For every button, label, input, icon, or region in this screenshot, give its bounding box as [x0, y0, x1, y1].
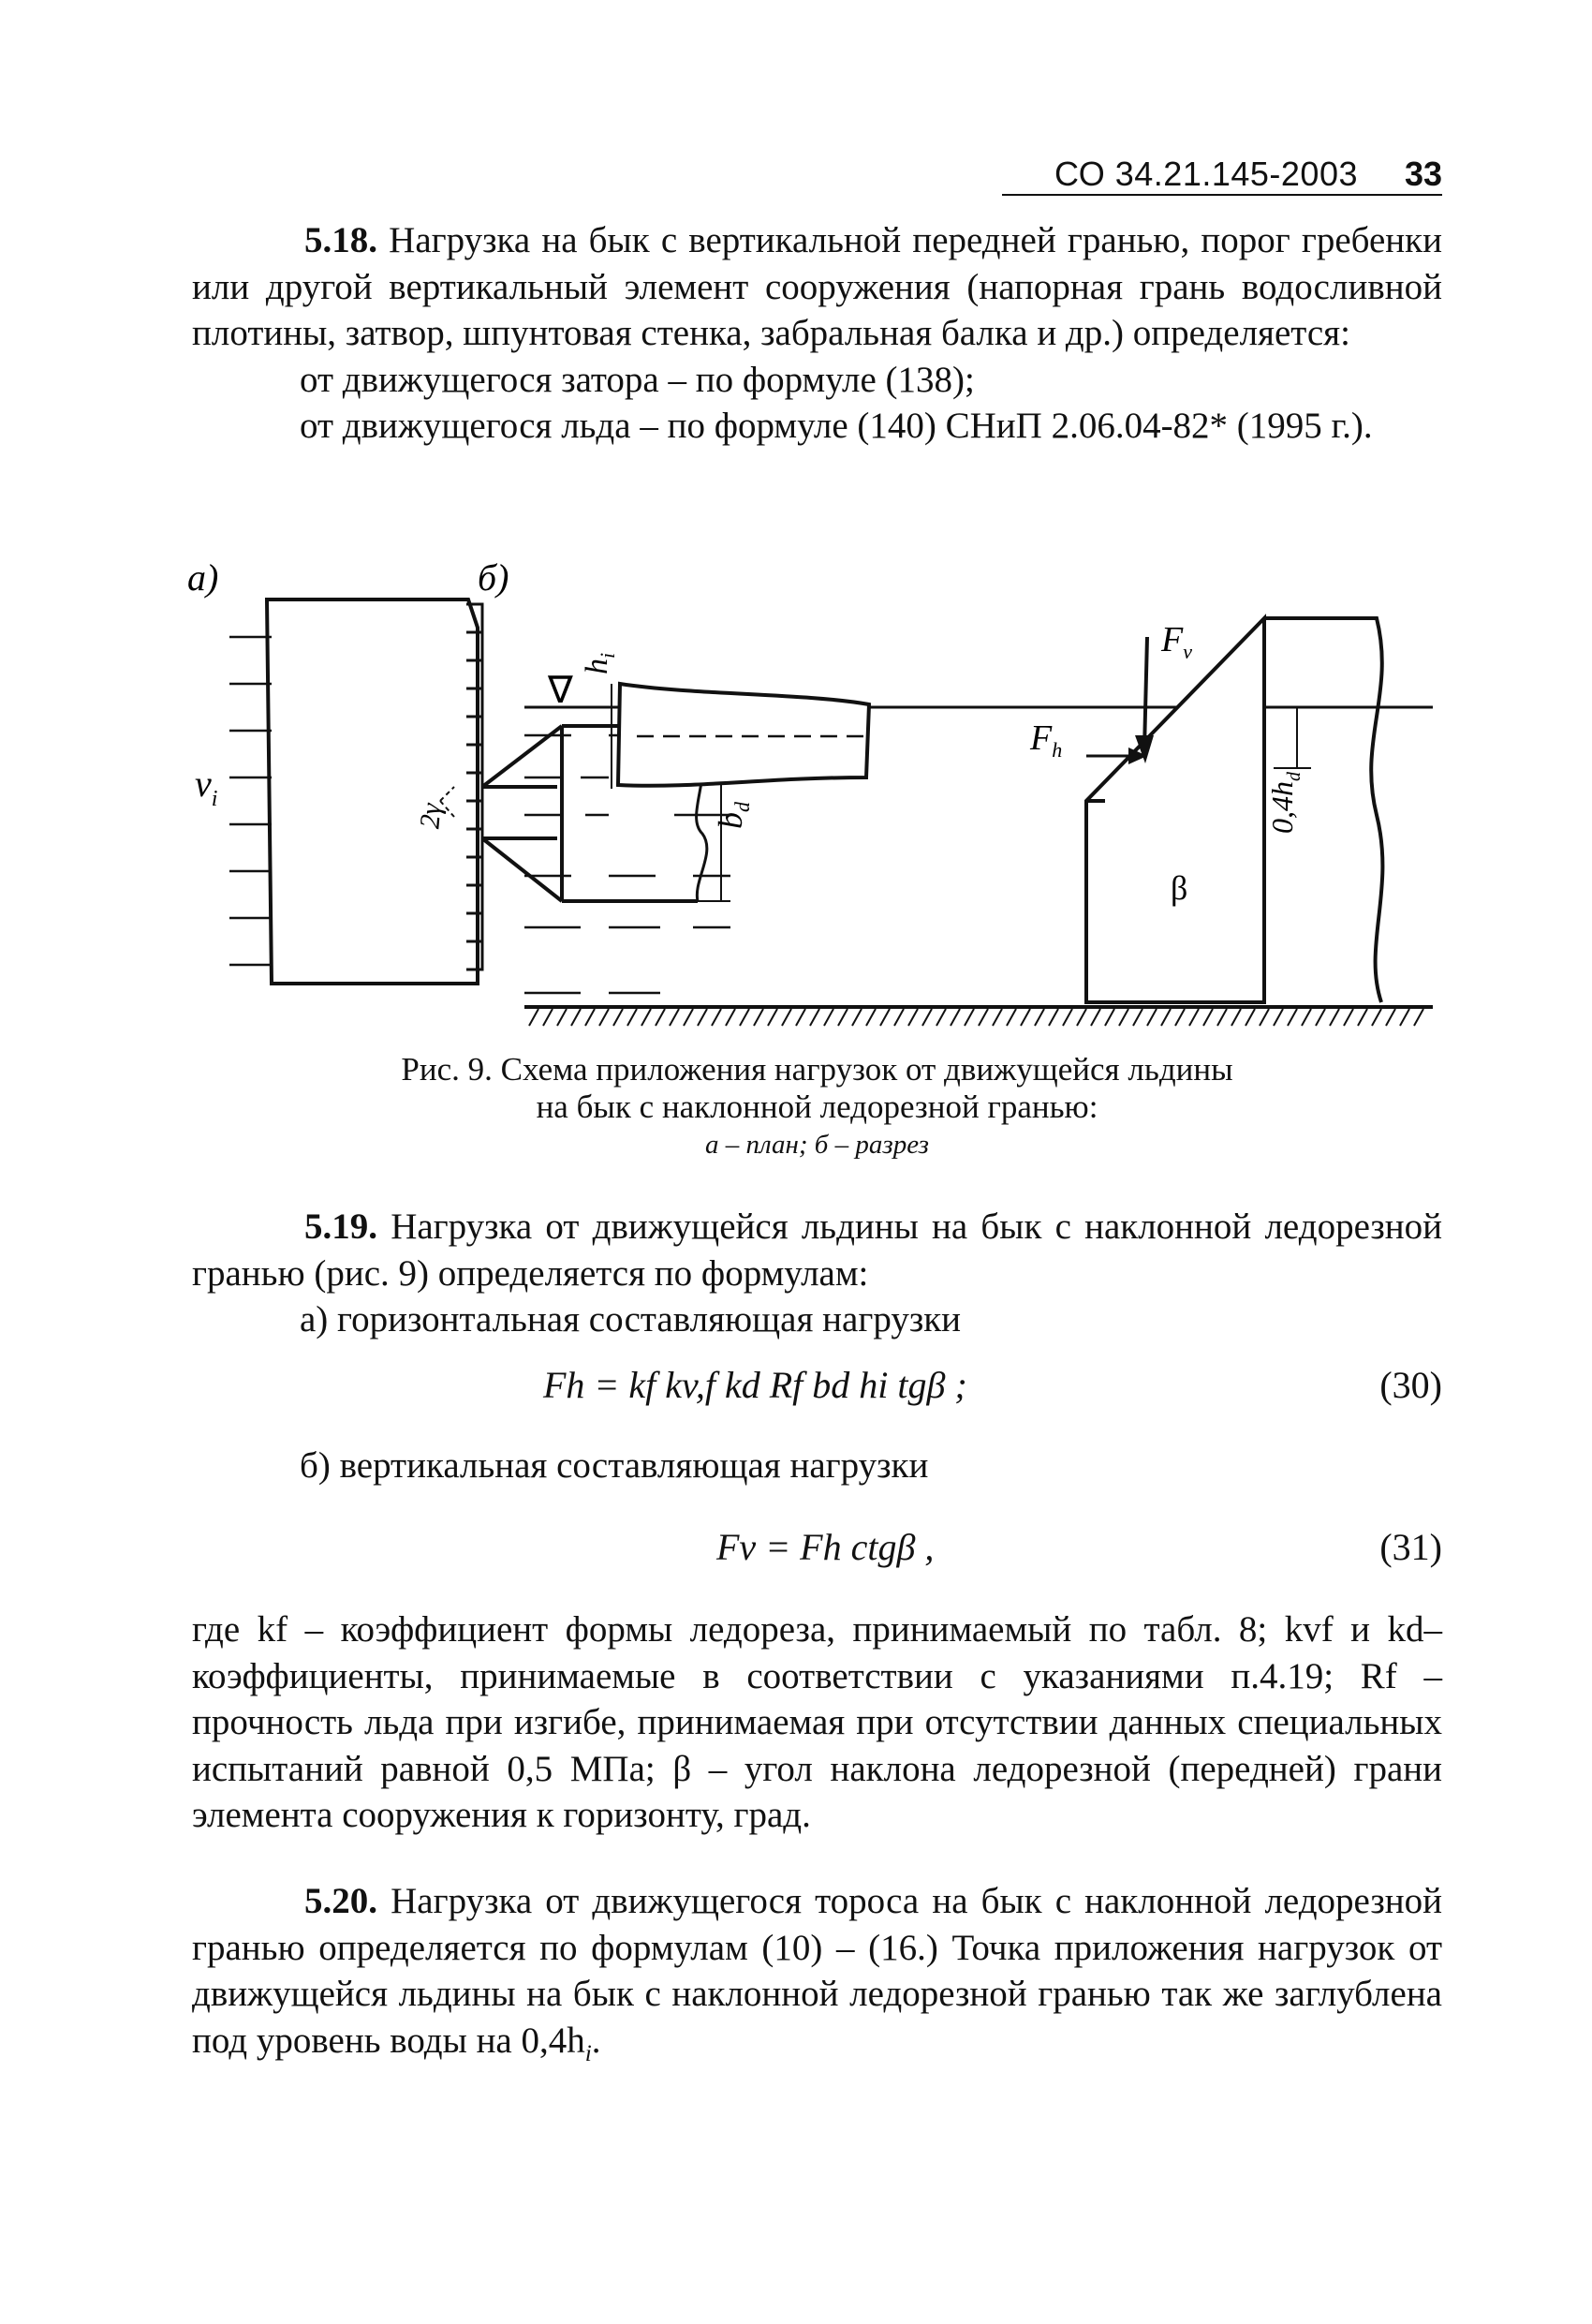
width-label: $b_d$: [712, 802, 754, 829]
flow-arrows: [229, 637, 272, 965]
label-section: б): [478, 556, 509, 599]
water-level-symbol: ∇: [548, 669, 573, 711]
section-5-19-where: [192, 1606, 1442, 1839]
formula-31: Fv = Fh ctgβ ,: [716, 1526, 935, 1568]
figure-caption: [192, 1051, 1442, 1163]
list-item: а) горизонтальная составляющая нагрузки: [300, 1299, 962, 1340]
formula-30: Fh = kf kv,f kd Rf bd hi tgβ ;: [543, 1364, 967, 1406]
caption-legend: а – план; б – разрез: [705, 1130, 929, 1160]
equation-number-31: (31): [1379, 1526, 1442, 1568]
section-5-19: [192, 1204, 1442, 1343]
label-plan: а): [187, 556, 219, 599]
vertical-force-arrow: [1144, 637, 1147, 749]
document-code: СО 34.21.145-2003: [1054, 155, 1358, 193]
section-5-20-paragraph: 5.20. Нагрузка от движущегося тороса на бык с наклонной ледорезной гранью определяется по формулам (10) – (16.) Точка приложения нагрузок от движущейся льдины на бык с наклонной ледорезной гранью так же заглублена под уровень воды на $0,4h_i$.: [192, 1881, 1442, 2066]
list-item: от движущегося затора – по формуле (138);: [300, 359, 975, 400]
equation-number-30: (30): [1379, 1364, 1442, 1406]
section-5-18-paragraph: [192, 217, 1442, 357]
list-item: б) вертикальная составляющая нагрузки: [300, 1445, 929, 1486]
section-view: [524, 618, 1433, 1026]
depth-label: $0,4h_d$: [1265, 772, 1305, 834]
ground-hatching: [529, 1009, 1423, 1026]
ice-thickness-label: $h_i$: [580, 652, 619, 674]
section-text: Нагрузка от движущегося тороса на бык с наклонной ледорезной гранью определяется по формулам (10) – (16.) Точка приложения нагрузок от движущейся льдины на бык с наклонной ледорезной гранью так же заглублена под уровень воды на 0,4h: [192, 1881, 1442, 2061]
list-item: от движущегося льда – по формуле (140) СНиП 2.06.04-82* (1995 г.).: [300, 406, 1373, 446]
figure-9: [169, 553, 1461, 1040]
section-5-19-paragraph: [192, 1204, 1442, 1296]
caption-line: Рис. 9. Схема приложения нагрузок от движущейся льдины: [401, 1051, 1233, 1088]
definitions-paragraph: где kf – коэффициент формы ледореза, принимаемый по табл. 8; kvf и kd– коэффициенты, принимаемые в соответствии с указаниями п.4.19; Rf – прочность льда при изгибе, принимаемая при отсутствии данных специальных испытаний равной 0,5 МПа; β – угол наклона ледорезной (передней) грани элемента сооружения к горизонту, град.: [192, 1609, 1442, 1835]
section-text: Нагрузка от движущейся льдины на бык с наклонной ледорезной гранью (рис. 9) определяется по формулам:: [192, 1206, 1442, 1294]
pier-section: [1086, 618, 1264, 1002]
ice-floe-outline: [267, 600, 478, 984]
section-number: 5.19.: [304, 1206, 377, 1247]
section-number: 5.18.: [304, 220, 377, 260]
caption-line: на бык с наклонной ледорезной гранью:: [536, 1088, 1098, 1125]
velocity-label: $v_i$: [195, 762, 218, 811]
angle-beta-label: β: [1171, 869, 1188, 907]
page-number: 33: [1404, 155, 1442, 193]
section-5-20: [192, 1878, 1442, 2077]
section-number: 5.20.: [304, 1881, 377, 1921]
vertical-force-label: $F_v$: [1161, 620, 1192, 663]
horizontal-force-label: $F_h$: [1030, 718, 1063, 762]
ice-edge-hatching: [466, 604, 482, 970]
section-5-18: [192, 217, 1442, 450]
ice-floe-section: [618, 684, 869, 786]
header-rule: [1002, 194, 1442, 196]
section-5-19-b: [192, 1443, 1442, 1489]
plan-view: [195, 600, 754, 984]
section-text: Нагрузка на бык с вертикальной передней гранью, порог гребенки или другой вертикальный элемент сооружения (напорная грань водосливной плотины, затвор, шпунтовая стенка, забральная балка и др.) определяется:: [192, 220, 1442, 353]
page-header: [974, 155, 1442, 201]
subscript: i: [584, 2039, 592, 2066]
angle-label: 2γ: [414, 802, 448, 830]
